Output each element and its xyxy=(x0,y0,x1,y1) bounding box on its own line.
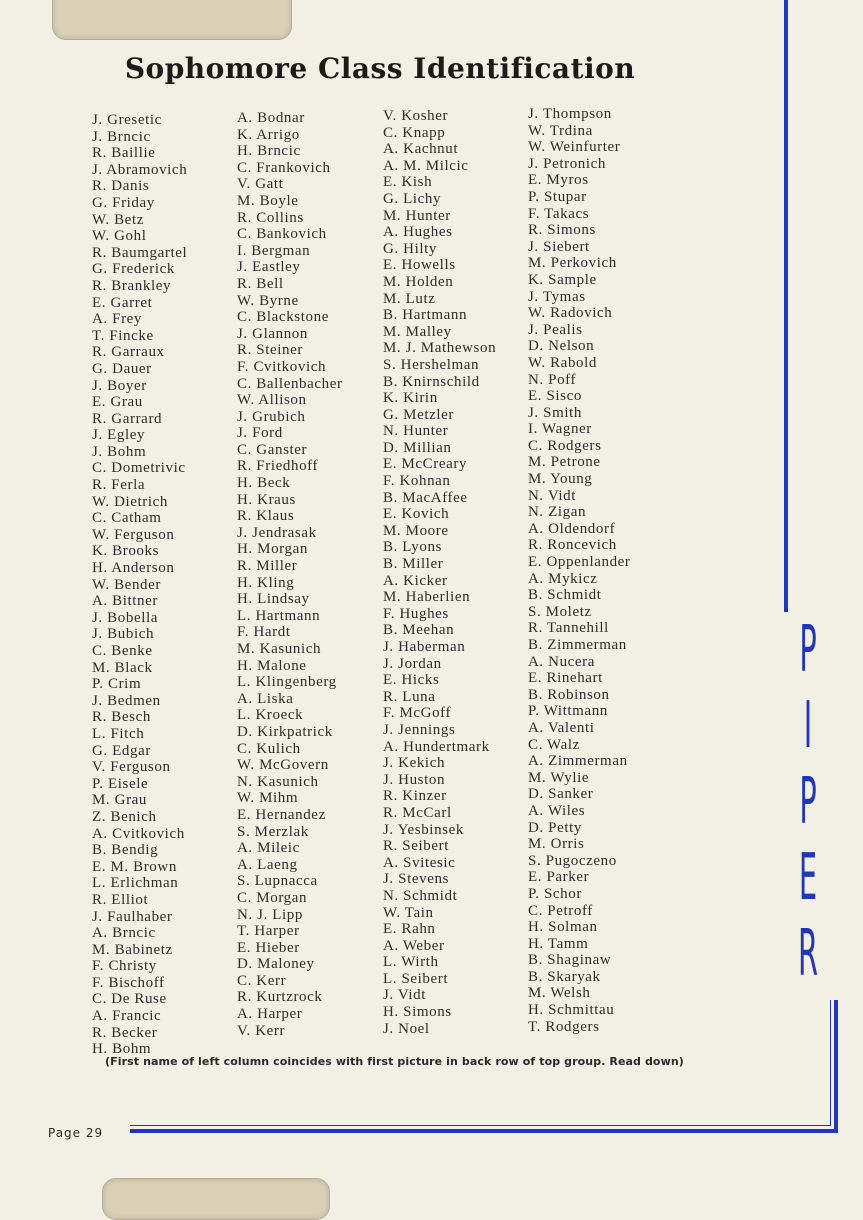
student-name: B. Bendig xyxy=(92,842,159,859)
student-name: W. Rabold xyxy=(528,354,598,371)
student-name: L. Kroeck xyxy=(237,707,304,724)
student-name: C. Kerr xyxy=(237,972,287,989)
student-name: M. J. Mathewson xyxy=(383,340,497,357)
student-name: J. Grubich xyxy=(237,408,306,425)
name-column-2 xyxy=(237,110,343,1039)
student-name: P. Eisele xyxy=(92,775,149,792)
student-name: A. Valenti xyxy=(528,719,595,736)
student-name: A. Laeng xyxy=(237,856,298,873)
student-name: R. Seibert xyxy=(383,838,449,855)
student-name: M. Orris xyxy=(528,836,585,853)
student-name: E. Myros xyxy=(528,172,589,189)
student-name: L. Wirth xyxy=(383,954,439,971)
student-name: A. Wiles xyxy=(528,802,586,819)
student-name: W. Byrne xyxy=(237,292,299,309)
student-name: G. Hilty xyxy=(383,240,437,257)
name-column-4 xyxy=(528,106,631,1035)
student-name: R. Simons xyxy=(528,222,596,239)
student-name: W. Betz xyxy=(92,211,144,228)
student-name: M. Black xyxy=(92,659,153,676)
student-name: R. Roncevich xyxy=(528,537,617,554)
student-name: K. Arrigo xyxy=(237,126,300,143)
student-name: R. Luna xyxy=(383,688,436,705)
student-name: J. Thompson xyxy=(528,106,612,122)
student-name: W. Allison xyxy=(237,392,307,409)
student-name: J. Jendrasak xyxy=(237,524,317,541)
student-name: F. Christy xyxy=(92,958,157,975)
student-name: V. Kosher xyxy=(383,108,449,124)
student-name: R. Kurtzrock xyxy=(237,989,323,1006)
piper-letter: I xyxy=(803,689,813,763)
student-name: P. Wittmann xyxy=(528,703,608,720)
student-name: M. Malley xyxy=(383,323,452,340)
student-name: H. Morgan xyxy=(237,541,308,558)
student-name: M. Wylie xyxy=(528,769,590,786)
student-name: W. Tain xyxy=(383,904,434,921)
piper-letter: P xyxy=(799,765,817,839)
student-name: R. Brankley xyxy=(92,277,172,294)
student-name: N. J. Lipp xyxy=(237,906,303,923)
side-rule-upper xyxy=(784,0,788,612)
student-name: C. Ganster xyxy=(237,441,308,458)
student-name: N. Hunter xyxy=(383,423,449,440)
student-name: H. Simons xyxy=(383,1004,452,1021)
student-name: G. Edgar xyxy=(92,742,151,759)
student-name: R. Garrard xyxy=(92,410,163,427)
bottom-rule-thin xyxy=(130,1125,830,1126)
student-name: C. Petroff xyxy=(528,902,593,919)
student-name: C. Benke xyxy=(92,643,153,659)
student-name: I. Wagner xyxy=(528,421,592,438)
student-name: W. Ferguson xyxy=(92,526,175,543)
student-name: D. Petty xyxy=(528,819,582,836)
student-name: G. Friday xyxy=(92,194,155,211)
student-name: C. Blackstone xyxy=(237,309,329,326)
student-name: B. Schmidt xyxy=(528,587,602,604)
student-name: F. Hughes xyxy=(383,605,449,622)
student-name: A. Hughes xyxy=(383,224,453,241)
student-name: L. Seibert xyxy=(383,970,449,987)
student-name: B. Meehan xyxy=(383,622,455,639)
student-name: R. Danis xyxy=(92,178,150,195)
student-name: C. Kulich xyxy=(237,740,301,757)
student-name: C. Ballenbacher xyxy=(237,375,343,392)
student-name: V. Gatt xyxy=(237,176,284,193)
student-name: P. Schor xyxy=(528,885,582,902)
student-name: S. Moletz xyxy=(528,603,592,620)
student-name: T. Harper xyxy=(237,923,300,940)
student-name: M. Perkovich xyxy=(528,255,617,272)
student-name: A. Nucera xyxy=(528,653,596,670)
bottom-rule xyxy=(130,1129,838,1133)
student-name: C. Dometrivic xyxy=(92,460,186,477)
student-name: R. Ferla xyxy=(92,477,146,494)
name-column-1 xyxy=(92,112,187,1058)
student-name: D. Nelson xyxy=(528,338,595,355)
student-name: L. Erlichman xyxy=(92,875,179,892)
student-name: A. Mykicz xyxy=(528,570,598,587)
binder-tab-bottom xyxy=(102,1178,330,1220)
student-name: R. Klaus xyxy=(237,508,295,525)
student-name: C. Walz xyxy=(528,736,580,753)
student-name: R. Kinzer xyxy=(383,788,447,805)
student-name: R. McCarl xyxy=(383,804,452,821)
student-name: H. Schmittau xyxy=(528,1002,615,1019)
piper-letter: E xyxy=(798,841,818,915)
student-name: W. Radovich xyxy=(528,305,613,322)
student-name: A. Zimmerman xyxy=(528,753,628,770)
student-name: A. Francic xyxy=(92,1008,162,1025)
name-column-3 xyxy=(383,108,496,1037)
student-name: C. Frankovich xyxy=(237,159,331,176)
student-name: M. Young xyxy=(528,471,593,488)
student-name: E. Oppenlander xyxy=(528,554,631,571)
student-name: M. Hunter xyxy=(383,207,451,224)
student-name: M. Lutz xyxy=(383,290,436,307)
page-title: Sophomore Class Identification xyxy=(124,52,636,85)
student-name: F. Takacs xyxy=(528,205,590,222)
student-name: V. Kerr xyxy=(237,1022,286,1039)
student-name: J. Petronich xyxy=(528,155,607,172)
student-name: A. Oldendorf xyxy=(528,520,616,537)
student-name: J. Pealis xyxy=(528,321,583,338)
student-name: T. Rodgers xyxy=(528,1018,600,1035)
student-name: C. Knapp xyxy=(383,124,446,141)
student-name: N. Zigan xyxy=(528,504,587,521)
student-name: H. Bohm xyxy=(92,1041,152,1058)
student-name: A. Bittner xyxy=(92,593,158,610)
student-name: B. Lyons xyxy=(383,539,442,556)
student-name: G. Dauer xyxy=(92,360,152,377)
student-name: M. Welsh xyxy=(528,985,591,1002)
page-number: Page 29 xyxy=(48,1126,104,1140)
student-name: W. McGovern xyxy=(237,757,329,774)
student-name: J. Haberman xyxy=(383,639,466,655)
student-name: E. Grau xyxy=(92,394,143,411)
student-name: E. McCreary xyxy=(383,456,468,473)
reading-note: (First name of left column coincides with first picture in back row of top group. Read down) xyxy=(105,1055,684,1068)
student-name: A. Cvitkovich xyxy=(92,825,185,842)
student-name: C. Catham xyxy=(92,510,162,527)
piper-letter: P xyxy=(799,613,817,687)
student-name: E. Howells xyxy=(383,257,456,274)
student-name: E. M. Brown xyxy=(92,858,177,875)
student-name: J. Vidt xyxy=(383,987,427,1004)
student-name: J. Bedmen xyxy=(92,692,161,709)
student-name: J. Glannon xyxy=(237,325,308,342)
side-rule-lower xyxy=(834,1000,838,1132)
student-name: F. McGoff xyxy=(383,705,452,722)
student-name: B. Robinson xyxy=(528,686,610,703)
student-name: B. Skaryak xyxy=(528,968,601,985)
student-name: R. Steiner xyxy=(237,342,303,359)
student-name: L. Hartmann xyxy=(237,607,321,624)
student-name: H. Kling xyxy=(237,574,295,591)
student-name: D. Maloney xyxy=(237,956,315,973)
student-name: W. Gohl xyxy=(92,228,147,245)
student-name: J. Kekich xyxy=(383,755,446,772)
student-name: E. Rahn xyxy=(383,921,436,938)
student-name: R. Elliot xyxy=(92,891,149,908)
student-name: S. Hershelman xyxy=(383,356,480,373)
student-name: R. Baillie xyxy=(92,145,156,162)
student-name: S. Pugoczeno xyxy=(528,852,617,869)
student-name: J. Smith xyxy=(528,404,582,421)
student-name: J. Ford xyxy=(237,425,283,442)
student-name: E. Hicks xyxy=(383,672,440,689)
student-name: J. Tymas xyxy=(528,288,586,305)
student-name: F. Cvitkovich xyxy=(237,358,327,375)
student-name: M. Babinetz xyxy=(92,941,173,958)
student-name: E. Hieber xyxy=(237,939,300,956)
student-name: H. Solman xyxy=(528,919,598,936)
student-name: K. Brooks xyxy=(92,543,160,560)
piper-letter: R xyxy=(797,917,819,991)
student-name: C. De Ruse xyxy=(92,991,167,1008)
student-name: M. Haberlien xyxy=(383,589,471,606)
student-name: M. Grau xyxy=(92,792,148,809)
student-name: H. Malone xyxy=(237,657,307,674)
student-name: D. Millian xyxy=(383,439,452,456)
student-name: T. Fincke xyxy=(92,327,154,344)
student-name: M. Kasunich xyxy=(237,641,322,657)
student-name: R. Miller xyxy=(237,558,298,575)
student-name: R. Tannehill xyxy=(528,620,609,637)
student-name: A. Liska xyxy=(237,690,294,707)
student-name: W. Mihm xyxy=(237,790,299,807)
student-name: J. Abramovich xyxy=(92,161,188,178)
student-name: C. Morgan xyxy=(237,889,308,906)
student-name: A. Mileic xyxy=(237,840,300,857)
student-name: P. Stupar xyxy=(528,188,587,205)
student-name: J. Bubich xyxy=(92,626,155,643)
student-name: J. Gresetic xyxy=(92,112,162,128)
student-name: B. Knirnschild xyxy=(383,373,480,390)
student-name: E. Hernandez xyxy=(237,806,326,823)
student-name: H. Brncic xyxy=(237,143,301,160)
student-name: M. Boyle xyxy=(237,192,299,209)
student-name: A. Hundertmark xyxy=(383,738,490,755)
student-name: A. Svitesic xyxy=(383,854,456,871)
student-name: J. Siebert xyxy=(528,238,590,255)
student-name: K. Sample xyxy=(528,271,597,288)
student-name: R. Garraux xyxy=(92,344,165,361)
student-name: W. Trdina xyxy=(528,122,593,139)
student-name: A. Weber xyxy=(383,937,445,954)
student-name: J. Yesbinsek xyxy=(383,821,464,838)
student-name: M. Petrone xyxy=(528,454,601,471)
student-name: C. Bankovich xyxy=(237,226,327,243)
student-name: A. M. Milcic xyxy=(383,157,469,174)
student-name: A. Kicker xyxy=(383,572,448,589)
student-name: E. Garret xyxy=(92,294,153,311)
student-name: A. Brncic xyxy=(92,925,156,942)
student-name: W. Bender xyxy=(92,576,161,593)
student-name: C. Rodgers xyxy=(528,437,602,454)
student-name: E. Rinehart xyxy=(528,670,603,687)
student-name: R. Becker xyxy=(92,1024,158,1041)
student-name: J. Jordan xyxy=(383,655,442,672)
student-name: J. Eastley xyxy=(237,259,301,276)
student-name: E. Parker xyxy=(528,869,590,886)
student-name: V. Ferguson xyxy=(92,759,171,776)
student-name: K. Kirin xyxy=(383,390,438,407)
student-name: P. Crim xyxy=(92,676,142,693)
student-name: A. Bodnar xyxy=(237,110,305,126)
student-name: R. Collins xyxy=(237,209,304,226)
student-name: N. Vidt xyxy=(528,487,577,504)
student-name: R. Baumgartel xyxy=(92,244,188,261)
student-name: N. Poff xyxy=(528,371,577,388)
student-name: F. Kohnan xyxy=(383,473,451,490)
student-name: F. Hardt xyxy=(237,624,291,641)
student-name: N. Kasunich xyxy=(237,773,319,790)
student-name: G. Frederick xyxy=(92,261,176,278)
student-name: Z. Benich xyxy=(92,808,157,825)
student-name: H. Tamm xyxy=(528,935,589,952)
student-name: R. Friedhoff xyxy=(237,458,319,475)
piper-side-title xyxy=(778,612,838,997)
student-name: R. Bell xyxy=(237,275,284,292)
student-name: E. Kovich xyxy=(383,506,450,523)
student-name: W. Dietrich xyxy=(92,493,169,510)
student-name: M. Holden xyxy=(383,273,454,290)
student-name: B. Zimmerman xyxy=(528,637,627,653)
student-name: B. Hartmann xyxy=(383,307,468,324)
student-name: S. Merzlak xyxy=(237,823,309,840)
student-name: B. Shaginaw xyxy=(528,952,612,969)
student-name: B. Miller xyxy=(383,556,444,573)
student-name: N. Schmidt xyxy=(383,887,458,904)
student-name: A. Kachnut xyxy=(383,141,459,158)
student-name: L. Klingenberg xyxy=(237,674,337,691)
student-name: J. Stevens xyxy=(383,871,449,888)
student-name: J. Bohm xyxy=(92,443,147,460)
student-name: G. Lichy xyxy=(383,190,442,207)
student-name: F. Bischoff xyxy=(92,974,165,991)
student-name: J. Faulhaber xyxy=(92,908,173,925)
student-name: J. Jennings xyxy=(383,721,456,738)
student-name: A. Harper xyxy=(237,1006,303,1023)
student-name: J. Bobella xyxy=(92,609,158,626)
binder-tab-top xyxy=(52,0,292,40)
student-name: D. Sanker xyxy=(528,786,594,803)
student-name: H. Beck xyxy=(237,475,291,492)
student-name: J. Noel xyxy=(383,1020,430,1037)
student-name: J. Egley xyxy=(92,427,146,444)
student-name: J. Huston xyxy=(383,771,446,788)
student-name: J. Brncic xyxy=(92,128,151,145)
student-name: W. Weinfurter xyxy=(528,139,621,156)
student-name: J. Boyer xyxy=(92,377,147,394)
student-name: I. Bergman xyxy=(237,242,311,259)
student-name: B. MacAffee xyxy=(383,489,468,506)
side-rule-lower-thin xyxy=(830,1000,831,1126)
student-name: E. Kish xyxy=(383,174,433,191)
student-name: A. Frey xyxy=(92,311,143,328)
student-name: H. Lindsay xyxy=(237,591,310,608)
student-name: R. Besch xyxy=(92,709,151,726)
student-name: G. Metzler xyxy=(383,406,454,423)
student-name: H. Anderson xyxy=(92,560,175,577)
student-name: D. Kirkpatrick xyxy=(237,723,333,740)
student-name: H. Kraus xyxy=(237,491,296,508)
student-name: E. Sisco xyxy=(528,388,582,405)
student-name: M. Moore xyxy=(383,522,449,539)
student-name: S. Lupnacca xyxy=(237,873,318,890)
student-name: L. Fitch xyxy=(92,725,145,742)
